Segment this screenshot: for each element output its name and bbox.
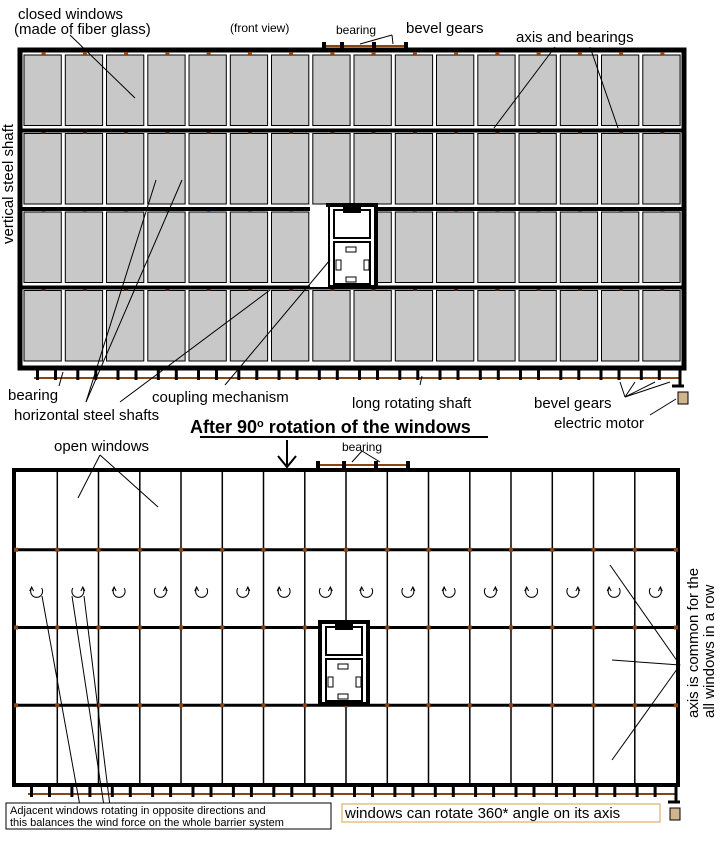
axis-bearing [303, 626, 307, 630]
axis-bearing [344, 548, 348, 552]
axis-bearing [509, 548, 513, 552]
bevel-gear [117, 370, 120, 380]
bevel-gear [452, 787, 455, 797]
rotation-arrowhead [81, 587, 85, 591]
bevel-gear [36, 370, 39, 380]
bevel-gear [76, 370, 79, 380]
axis-bearing [674, 626, 678, 630]
bevel-gear [519, 370, 522, 380]
window-pane [560, 134, 597, 205]
window-pane [272, 291, 309, 362]
window-pane [643, 55, 680, 126]
window-pane [643, 212, 680, 283]
axis-bearing [97, 626, 101, 630]
window-pane [519, 212, 556, 283]
rotation-arrowhead [277, 587, 281, 591]
axis-bearing [550, 548, 554, 552]
bevel-gear [559, 370, 562, 380]
label-bearing-top: bearing [336, 23, 377, 37]
window-pane [519, 291, 556, 362]
window-pane [395, 212, 432, 283]
window-pane [643, 134, 680, 205]
label-axis-common-2: all windows in a row [701, 584, 718, 718]
axis-bearing [550, 703, 554, 707]
window-pane [230, 55, 267, 126]
axis-bearing [454, 52, 458, 55]
bevel-gear [255, 370, 258, 380]
window-pane [65, 291, 102, 362]
label-bevel-gears-bottom: bevel gears [534, 395, 612, 412]
bevel-gear [358, 370, 361, 380]
bevel-gear [636, 787, 639, 797]
bevel-gear [135, 370, 138, 380]
bevel-gear [640, 370, 643, 380]
axis-bearing [550, 626, 554, 630]
bevel-gear [595, 787, 598, 797]
bottom-long-shaft [28, 787, 676, 797]
bevel-gear [613, 787, 616, 797]
label-bevel-gears-top: bevel gears [406, 20, 484, 37]
label-electric-motor: electric motor [554, 415, 645, 432]
bevel-gear [537, 370, 540, 380]
bevel-gear [434, 787, 437, 797]
window-pane [602, 55, 639, 126]
electric-motor-top [672, 370, 688, 404]
bevel-gear [654, 787, 657, 797]
bevel-gear [237, 370, 240, 380]
bevel-gear [398, 370, 401, 380]
bevel-gear [111, 787, 114, 797]
axis-bearing [633, 626, 637, 630]
bevel-gear [573, 787, 576, 797]
bevel-gear [555, 787, 558, 797]
rotation-arrowhead [195, 587, 199, 591]
window-pane [148, 55, 185, 126]
label-axis-common: axis is common for the [685, 567, 702, 718]
bevel-gear [618, 370, 621, 380]
rotation-arrowhead [112, 587, 116, 591]
window-pane [354, 291, 391, 362]
bevel-gear [336, 370, 339, 380]
window-pane [24, 134, 61, 205]
bevel-gear [157, 370, 160, 380]
window-pane [437, 134, 474, 205]
bevel-gear [88, 787, 91, 797]
window-pane [65, 55, 102, 126]
bevel-gear [30, 787, 33, 797]
bevel-gear [232, 787, 235, 797]
window-pane [189, 55, 226, 126]
axis-bearing [427, 548, 431, 552]
window-pane [24, 212, 61, 283]
axis-bearing [578, 52, 582, 55]
label-rotate-360: windows can rotate 360* angle on its axis [345, 805, 621, 822]
window-pane [478, 55, 515, 126]
electric-motor-bottom [668, 787, 680, 820]
window-pane [148, 134, 185, 205]
window-pane [107, 134, 144, 205]
axis-bearing [633, 703, 637, 707]
window-pane [107, 291, 144, 362]
window-pane [643, 291, 680, 362]
bevel-gear [577, 370, 580, 380]
bevel-gear [290, 787, 293, 797]
window-pane [24, 291, 61, 362]
bevel-gear [129, 787, 132, 797]
window-pane [107, 212, 144, 283]
bevel-gear [175, 370, 178, 380]
axis-bearing [14, 626, 18, 630]
coupling-mechanism-bottom [320, 622, 368, 704]
heading-degree: o [257, 418, 264, 430]
label-open-windows: open windows [54, 438, 150, 455]
label-fiber-glass: (made of fiber glass) [14, 21, 151, 38]
window-pane [65, 134, 102, 205]
window-pane [437, 291, 474, 362]
axis-bearing [468, 703, 472, 707]
window-pane [560, 212, 597, 283]
axis-bearing [427, 703, 431, 707]
bevel-gear [393, 787, 396, 797]
axis-bearing [385, 548, 389, 552]
axis-bearing [124, 52, 128, 55]
axis-bearing [592, 703, 596, 707]
bevel-gear [250, 787, 253, 797]
bevel-gear [48, 787, 51, 797]
label-front-view: (front view) [230, 21, 290, 35]
axis-bearing [385, 703, 389, 707]
bevel-gear [376, 370, 379, 380]
rotation-arrowhead [163, 587, 167, 591]
axis-bearing [55, 703, 59, 707]
label-horizontal-shafts: horizontal steel shafts [14, 407, 160, 424]
bevel-gear [318, 370, 321, 380]
bevel-gear [479, 370, 482, 380]
rotation-arrowhead [607, 587, 611, 591]
window-pane [395, 55, 432, 126]
bevel-gear [515, 787, 518, 797]
window-pane [478, 291, 515, 362]
rotation-arrowhead [576, 587, 580, 591]
window-pane [24, 55, 61, 126]
bevel-gear [169, 787, 172, 797]
label-long-shaft: long rotating shaft [352, 395, 472, 412]
bevel-gear [192, 787, 195, 797]
axis-bearing [509, 626, 513, 630]
bevel-gear [658, 370, 661, 380]
bevel-gear [416, 370, 419, 380]
axis-bearing [509, 703, 513, 707]
window-pane [602, 212, 639, 283]
axis-bearing [660, 52, 664, 55]
axis-bearing [97, 548, 101, 552]
bevel-gear [411, 787, 414, 797]
bevel-gear [533, 787, 536, 797]
label-closed-windows: closed windows [18, 6, 124, 23]
heading-suffix: rotation of the windows [263, 417, 471, 437]
rotation-arrowhead [328, 587, 332, 591]
window-pane [602, 134, 639, 205]
axis-bearing [303, 703, 307, 707]
rotation-arrowhead [360, 587, 364, 591]
bevel-gear [296, 370, 299, 380]
window-pane [272, 212, 309, 283]
rotation-arrowhead [442, 587, 446, 591]
bevel-gear [70, 787, 73, 797]
axis-bearing [220, 548, 224, 552]
bevel-gear [54, 370, 57, 380]
axis-bearing [385, 626, 389, 630]
axis-bearing [289, 52, 293, 55]
axis-bearing [619, 52, 623, 55]
window-pane [148, 291, 185, 362]
axis-bearing [592, 548, 596, 552]
axis-bearing [179, 703, 183, 707]
window-pane [189, 134, 226, 205]
window-pane [354, 134, 391, 205]
bevel-gear [151, 787, 154, 797]
window-pane [65, 212, 102, 283]
window-pane [272, 134, 309, 205]
axis-bearing [14, 548, 18, 552]
label-bearing-left: bearing [8, 387, 59, 404]
note-line-2: this balances the wind force on the whole barrier system [10, 817, 284, 829]
window-pane [230, 212, 267, 283]
window-pane [560, 55, 597, 126]
bevel-gear [272, 787, 275, 797]
window-pane [107, 55, 144, 126]
window-pane [313, 134, 350, 205]
axis-bearing [537, 52, 541, 55]
heading-prefix: After 90 [190, 417, 258, 437]
axis-bearing [633, 548, 637, 552]
axis-bearing [55, 626, 59, 630]
axis-bearing [674, 548, 678, 552]
bevel-gear [278, 370, 281, 380]
window-pane [395, 291, 432, 362]
rotation-arrowhead [493, 587, 497, 591]
bottom-top-gears [316, 461, 410, 469]
window-pane [519, 134, 556, 205]
axis-bearing [427, 626, 431, 630]
axis-bearing [138, 548, 142, 552]
bevel-gear [474, 787, 477, 797]
window-pane [189, 291, 226, 362]
axis-bearing [14, 703, 18, 707]
window-pane [230, 291, 267, 362]
window-pane [519, 55, 556, 126]
long-rotating-shaft [34, 370, 680, 380]
window-pane [313, 55, 350, 126]
window-pane [478, 134, 515, 205]
rotation-arrowhead [246, 587, 250, 591]
window-pane [602, 291, 639, 362]
axis-bearing [674, 703, 678, 707]
axis-bearing [220, 626, 224, 630]
rotation-arrowhead [411, 587, 415, 591]
window-pane [395, 134, 432, 205]
window-pane [478, 212, 515, 283]
heading-rotation [190, 417, 471, 437]
axis-bearing [592, 626, 596, 630]
window-pane [560, 291, 597, 362]
axis-bearing [262, 626, 266, 630]
axis-bearing [262, 548, 266, 552]
axis-bearing [138, 703, 142, 707]
axis-bearing [468, 548, 472, 552]
axis-bearing [303, 548, 307, 552]
rotation-arrowhead [658, 587, 662, 591]
window-pane [354, 55, 391, 126]
label-bearing-bottom: bearing [342, 440, 383, 454]
bevel-gear [371, 787, 374, 797]
axis-bearing [55, 548, 59, 552]
window-pane [230, 134, 267, 205]
bevel-gear [197, 370, 200, 380]
rotation-arrowhead [30, 587, 34, 591]
bevel-gear [439, 370, 442, 380]
axis-bearing [248, 52, 252, 55]
window-pane [189, 212, 226, 283]
axis-bearing [262, 703, 266, 707]
bevel-gear [600, 370, 603, 380]
bevel-gear [353, 787, 356, 797]
axis-bearing [207, 52, 211, 55]
window-pane [272, 55, 309, 126]
axis-bearing [165, 52, 169, 55]
window-pane [313, 291, 350, 362]
bevel-gear [313, 787, 316, 797]
coupling-mechanism-top [310, 205, 376, 287]
axis-bearing [495, 52, 499, 55]
axis-bearing [42, 52, 46, 55]
label-axis-bearings: axis and bearings [516, 29, 634, 46]
axis-bearing [179, 548, 183, 552]
bevel-gear [210, 787, 213, 797]
window-pane [437, 55, 474, 126]
window-pane [437, 212, 474, 283]
bevel-gear [457, 370, 460, 380]
label-vertical-shaft: vertical steel shaft [0, 123, 17, 244]
label-coupling: coupling mechanism [152, 389, 289, 406]
axis-bearing [138, 626, 142, 630]
note-line-1: Adjacent windows rotating in opposite directions and [10, 805, 266, 817]
axis-bearing [372, 52, 376, 55]
bevel-gear [331, 787, 334, 797]
axis-bearing [413, 52, 417, 55]
axis-bearing [83, 52, 87, 55]
rotation-arrowhead [525, 587, 529, 591]
axis-bearing [220, 703, 224, 707]
axis-bearing [179, 626, 183, 630]
bevel-gear [215, 370, 218, 380]
bevel-gear [492, 787, 495, 797]
bevel-gear [497, 370, 500, 380]
axis-bearing [330, 52, 334, 55]
axis-bearing [468, 626, 472, 630]
